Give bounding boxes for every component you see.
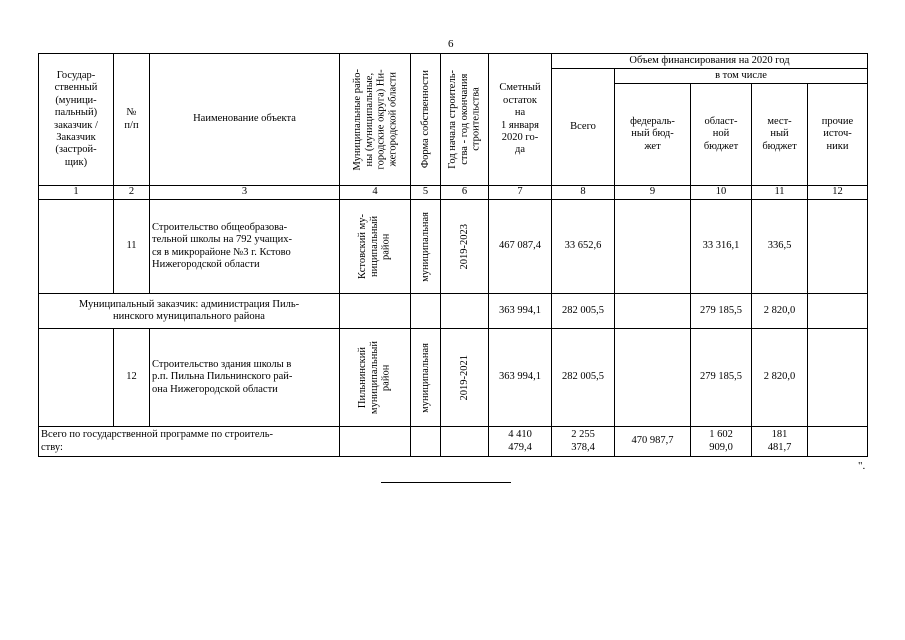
closing-quote: ". [858, 460, 866, 472]
empty-cell [411, 294, 441, 329]
local-value: 336,5 [752, 200, 808, 294]
header-other: прочие источ- ники [808, 84, 868, 186]
grand-total-label: Всего по государственной программе по строитель- ству: [39, 427, 340, 457]
customer-row [39, 294, 868, 329]
grand-total-row [39, 427, 868, 457]
total-value: 282 005,5 [552, 294, 615, 329]
regional-value: 279 185,5 [691, 329, 752, 427]
balance-value: 363 994,1 [489, 294, 552, 329]
column-number: 12 [808, 186, 868, 200]
other-value [808, 294, 868, 329]
header-years: Год начала строитель- ства - год окончания строительства [441, 54, 489, 186]
column-number: 10 [691, 186, 752, 200]
empty-cell [340, 294, 411, 329]
row-number: 12 [114, 329, 150, 427]
local-value: 181 481,7 [752, 427, 808, 457]
table-row [39, 329, 868, 427]
object-name: Строительство здания школы в р.п. Пильна Пильнинского рай- она Нижегородской области [150, 329, 340, 427]
header-local: мест- ный бюджет [752, 84, 808, 186]
federal-value [615, 294, 691, 329]
column-number-row [39, 186, 868, 200]
header-number: № п/п [114, 54, 150, 186]
customer-cell [39, 329, 114, 427]
balance-value: 363 994,1 [489, 329, 552, 427]
years: 2019-2021 [441, 329, 489, 427]
total-value: 2 255 378,4 [552, 427, 615, 457]
column-number: 2 [114, 186, 150, 200]
total-value: 282 005,5 [552, 329, 615, 427]
empty-cell [411, 427, 441, 457]
federal-value [615, 200, 691, 294]
ownership: муниципальная [411, 329, 441, 427]
column-number: 9 [615, 186, 691, 200]
local-value: 2 820,0 [752, 329, 808, 427]
regional-value: 33 316,1 [691, 200, 752, 294]
federal-value: 470 987,7 [615, 427, 691, 457]
other-value [808, 427, 868, 457]
empty-cell [441, 427, 489, 457]
regional-value: 1 602 909,0 [691, 427, 752, 457]
balance-value: 4 410 479,4 [489, 427, 552, 457]
years: 2019-2023 [441, 200, 489, 294]
header-object-name: Наименование объекта [150, 54, 340, 186]
column-number: 6 [441, 186, 489, 200]
column-number: 11 [752, 186, 808, 200]
header-including: в том числе [615, 69, 868, 84]
federal-value [615, 329, 691, 427]
header-ownership: Форма собственности [411, 54, 441, 186]
header-regional: област- ной бюджет [691, 84, 752, 186]
customer-cell [39, 200, 114, 294]
table-row [39, 200, 868, 294]
balance-value: 467 087,4 [489, 200, 552, 294]
district: Пильнинский муниципальный район [340, 329, 411, 427]
header-federal: федераль- ный бюд- жет [615, 84, 691, 186]
financing-table [38, 53, 868, 457]
local-value: 2 820,0 [752, 294, 808, 329]
object-name: Строительство общеобразова- тельной школы на 792 учащих- ся в микрорайоне №3 г. Кстово Нижегородской области [150, 200, 340, 294]
column-number: 3 [150, 186, 340, 200]
page-number: 6 [448, 38, 454, 50]
row-number: 11 [114, 200, 150, 294]
header-total: Всего [552, 69, 615, 186]
separator-line [381, 482, 511, 483]
column-number: 5 [411, 186, 441, 200]
other-value [808, 200, 868, 294]
other-value [808, 329, 868, 427]
district: Кстовский му- ниципальный район [340, 200, 411, 294]
column-number: 1 [39, 186, 114, 200]
column-number: 8 [552, 186, 615, 200]
column-number: 4 [340, 186, 411, 200]
total-value: 33 652,6 [552, 200, 615, 294]
empty-cell [441, 294, 489, 329]
header-balance: Сметный остаток на 1 января 2020 го- да [489, 54, 552, 186]
header-districts: Муниципальные райо- ны (муниципальные, городские округа) Ни- жегородской области [340, 54, 411, 186]
regional-value: 279 185,5 [691, 294, 752, 329]
ownership: муниципальная [411, 200, 441, 294]
customer-label: Муниципальный заказчик: администрация Пиль- нинского муниципального района [39, 294, 340, 329]
header-customer: Государ- ственный (муници- пальный) заказчик / Заказчик (застрой- щик) [39, 54, 114, 186]
empty-cell [340, 427, 411, 457]
column-number: 7 [489, 186, 552, 200]
header-funding: Объем финансирования на 2020 год [552, 54, 868, 69]
